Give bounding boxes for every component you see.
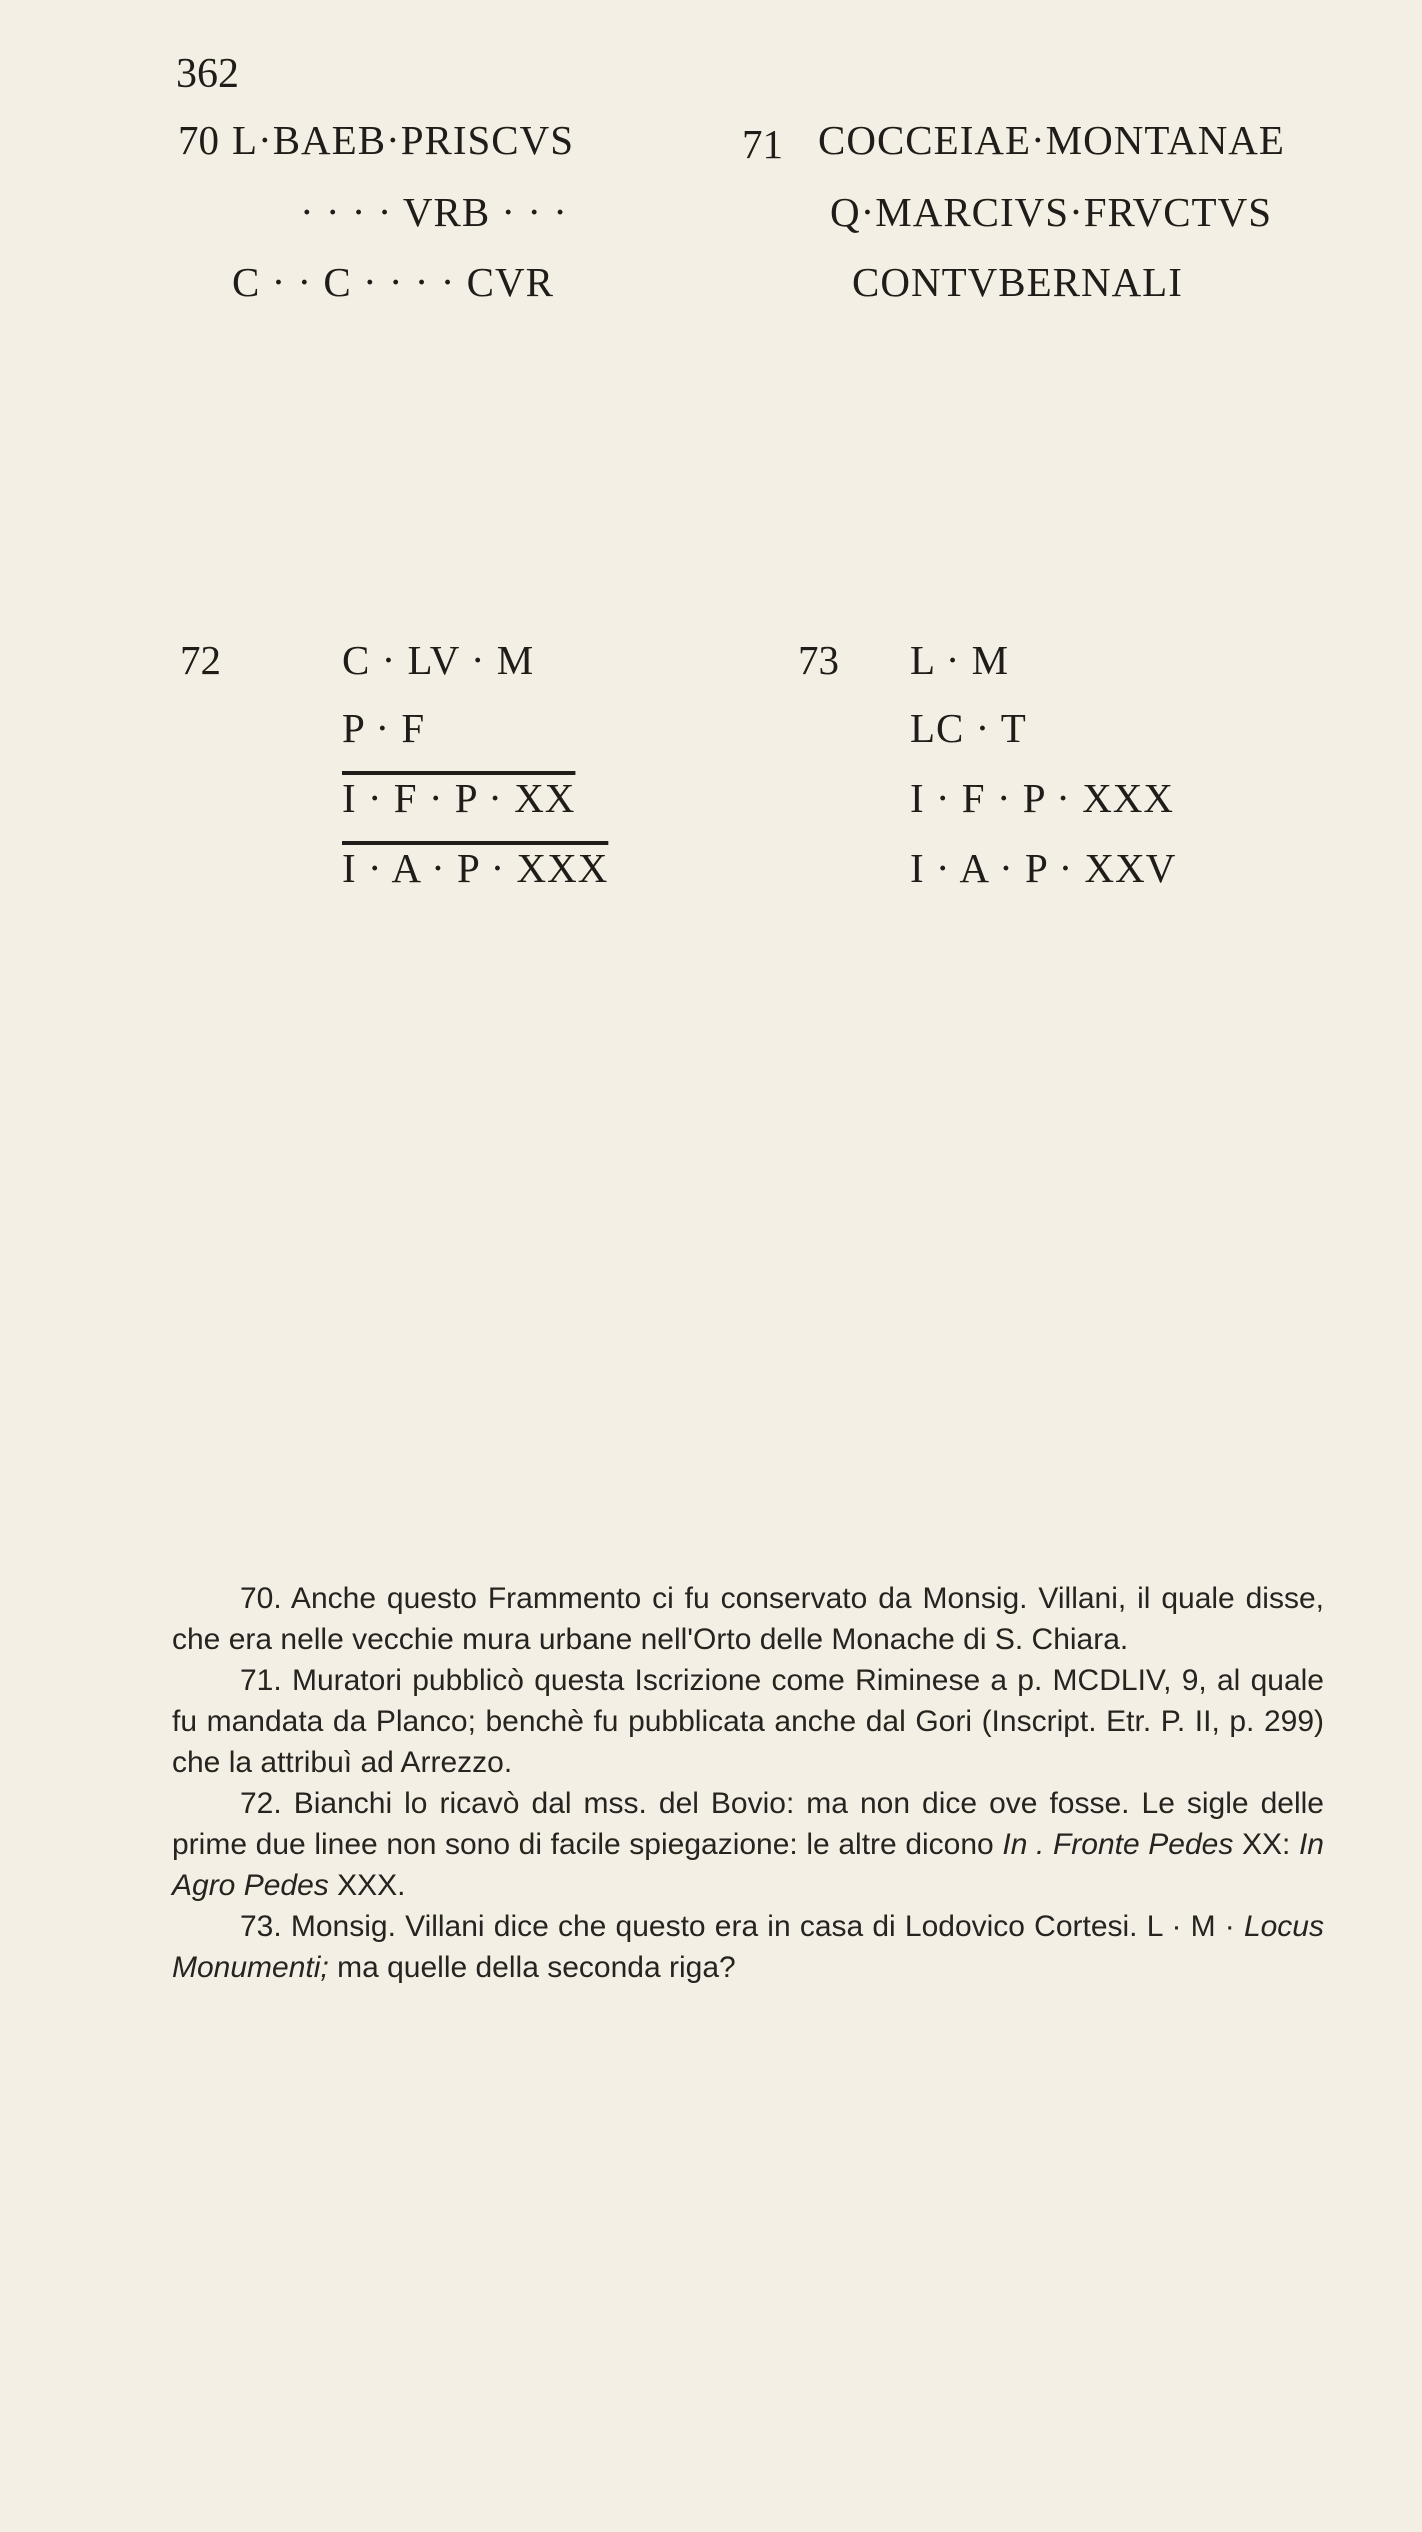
inscription-number: 72 <box>180 637 221 683</box>
inscription-line: Q·MARCIVS·FRVCTVS <box>830 189 1273 235</box>
note-73-italic-locus: Locus Monumenti; <box>172 1910 1324 1984</box>
inscription-line: C · LV · M <box>342 637 535 683</box>
inscription-number: 73 <box>798 637 839 683</box>
inscription-line: COCCEIAE·MONTANAE <box>818 117 1285 163</box>
note-72 <box>172 1783 1324 1906</box>
note-73-text: 73. Monsig. Villani dice che questo era in casa di Lodovico Cortesi. L · M · <box>240 1910 1244 1943</box>
inscription-line: I · A · P · XXX <box>342 845 609 891</box>
inscription-line: C · · C · · · · CVR <box>232 259 554 305</box>
inscription-line: P · F <box>342 705 426 751</box>
inscription-line: L · M <box>910 637 1010 683</box>
inscription-line: I · F · P · XX <box>342 775 576 821</box>
inscription-line: CONTVBERNALI <box>852 259 1183 305</box>
note-73-text: ma quelle della seconda riga? <box>328 1951 736 1984</box>
commentary-notes <box>172 1578 1324 1988</box>
note-71: 71. Muratori pubblicò questa Iscrizione come Riminese a p. MCDLIV, 9, al quale fu mandata da Planco; benchè fu pubblicata anche dal Gori (Inscript. Etr. P. II, p. 299) che la attribuì ad Arrezzo. <box>172 1664 1324 1779</box>
note-72-text: 72. Bianchi lo ricavò dal mss. del Bovio: ma non dice ove fosse. Le sigle delle prime due linee non sono di facile spiegazione: le altre dicono <box>172 1787 1324 1861</box>
note-72-italic-fronte: In . Fronte Pedes <box>1002 1828 1234 1861</box>
inscription-number: 71 <box>742 121 783 167</box>
note-72-text: XX: <box>1233 1828 1299 1861</box>
note-72-text: XXX. <box>328 1869 406 1902</box>
inscription-line: I · A · P · XXV <box>910 845 1177 891</box>
note-72-italic-agro: In Agro Pedes <box>172 1828 1324 1902</box>
page-number: 362 <box>176 51 239 97</box>
inscription-line: I · F · P · XXX <box>910 775 1175 821</box>
inscription-line: L·BAEB·PRISCVS <box>232 117 575 163</box>
inscription-line: LC · T <box>910 705 1027 751</box>
note-73 <box>172 1906 1324 1988</box>
inscription-line: · · · · VRB · · · <box>300 189 568 235</box>
inscription-number: 70 <box>178 117 219 163</box>
note-70: 70. Anche questo Frammento ci fu conservato da Monsig. Villani, il quale disse, che era nelle vecchie mura urbane nell'Orto delle Monache di S. Chiara. <box>172 1582 1324 1656</box>
